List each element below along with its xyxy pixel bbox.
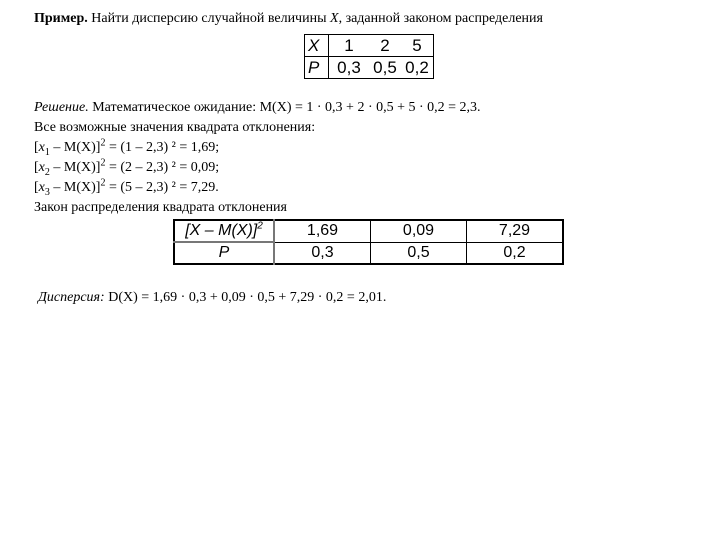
example-statement bbox=[34, 10, 543, 28]
expectation-line bbox=[34, 99, 481, 117]
variance-formula: D(X) = 1,69 · 0,3 + 0,09 · 0,5 + 7,29 · 0,2 = 2,01. bbox=[108, 290, 387, 305]
row-p-label: P bbox=[305, 57, 329, 79]
distribution-row-p bbox=[305, 57, 434, 79]
x-value-1: 1 bbox=[329, 35, 370, 57]
expectation-prefix: Математическое ожидание: bbox=[88, 100, 260, 115]
row-x-label: X bbox=[305, 35, 329, 57]
x-value-3: 5 bbox=[401, 35, 434, 57]
sq-prob-3: 0,2 bbox=[467, 242, 564, 264]
distribution-table bbox=[304, 34, 434, 79]
variance-line bbox=[38, 289, 386, 307]
probability-row bbox=[174, 242, 563, 264]
sq-value-1: 1,69 bbox=[274, 220, 371, 242]
sq-value-3: 7,29 bbox=[467, 220, 564, 242]
deviation-line-3: $[x_3 - M(X)]^2 = (5 - 2,3) ^2 = 7,29$. bbox=[34, 177, 219, 198]
example-var: X bbox=[330, 11, 339, 26]
solution-label: Решение. bbox=[34, 100, 89, 115]
distribution-row-x bbox=[305, 35, 434, 57]
squared-deviation-row bbox=[174, 220, 563, 242]
deviation-line-2: $[x_2 - M(X)]^2 = (2 - 2,3) ^2 = 0,09$; bbox=[34, 157, 220, 178]
sq-header-bottom: P bbox=[174, 242, 274, 264]
squared-deviation-table bbox=[173, 219, 564, 265]
all-values-line: Все возможные значения квадрата отклонения: bbox=[34, 120, 316, 135]
x-value-2: 2 bbox=[369, 35, 401, 57]
example-tail: , заданной законом распределения bbox=[338, 11, 543, 26]
p-value-3: 0,2 bbox=[405, 58, 429, 77]
sq-prob-1: 0,3 bbox=[274, 242, 371, 264]
p-value-2: 0,5 bbox=[373, 58, 397, 77]
p-value-1: 0,3 bbox=[337, 58, 361, 77]
sq-header-top: [X – M(X)]$^2$ bbox=[174, 220, 274, 242]
example-text: Найти дисперсию случайной величины bbox=[87, 11, 330, 26]
expectation-formula: M(X) = 1 · 0,3 + 2 · 0,5 + 5 · 0,2 = 2,3. bbox=[259, 100, 481, 115]
sq-value-2: 0,09 bbox=[371, 220, 467, 242]
example-label: Пример. bbox=[34, 11, 88, 26]
sq-prob-2: 0,5 bbox=[371, 242, 467, 264]
variance-label: Дисперсия: bbox=[38, 290, 109, 305]
law-line: Закон распределения квадрата отклонения bbox=[34, 200, 287, 215]
deviation-line-1: $[x_1 - M(X)]^2 = (1 - 2,3) ^2 = 1,69$; bbox=[34, 137, 220, 158]
